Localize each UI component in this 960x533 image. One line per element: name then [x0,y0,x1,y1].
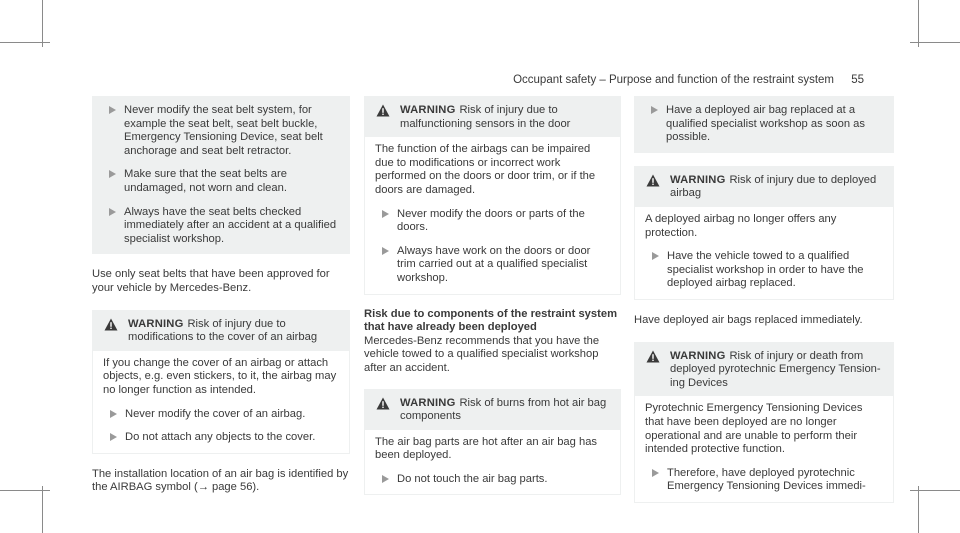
warning-label: WARNING [400,396,456,409]
arrow-bullet-icon [109,106,116,114]
arrow-bullet-icon [110,410,117,418]
body-paragraph: Mercedes-Benz recommends that you have the vehicle towed to a qualified specialist workshop after an accident. [364,334,600,374]
warning-description: If you change the cover of an airbag or attach objects, e.g. even stickers, to it, the airbag may no longer function as intended. [103,356,337,396]
crop-mark [42,486,43,533]
warning-triangle-icon [376,397,390,410]
list-item: Have the vehicle towed to a qualified specialist workshop in order to have the deployed airbag replaced. [645,250,883,291]
list-item: Therefore, have deployed pyrotechnic Emergency Tensioning Devices immedi- [645,467,883,494]
arrow-bullet-icon [382,210,389,218]
warning-headline: Risk of burns from hot air bag components [400,396,607,423]
warning-headline: Risk of injury due to modifications to the cover of an airbag [128,317,318,344]
warning-label: WARNING [400,104,456,116]
warning-headline: Risk of injury due to malfunctioning sensors in the door [400,104,571,130]
body-paragraph: The installation location of an air bag is identified by the AIRBAG symbol (→ page 56). [92,467,349,494]
crop-mark [42,0,43,47]
arrow-bullet-icon [382,475,389,483]
warning-triangle-icon [646,174,660,187]
warning-headline: Risk of injury due to deployed airbag [670,173,877,200]
list-item: Never modify the cover of an airbag. [103,408,339,422]
arrow-bullet-icon [110,433,117,441]
arrow-bullet-icon [109,170,116,178]
warning-box [92,310,350,454]
warning-headline: Risk of injury or death from deployed pyrotechnic Emergency Tension-ing Devices [670,349,881,389]
warning-description: The function of the airbags can be impaired due to modifications or incorrect work performed on the doors or door trim, or if the doors are damaged. [375,143,596,196]
crop-mark [910,490,960,491]
body-paragraph: Have deployed air bags replaced immediately. [634,313,863,326]
warning-label: WARNING [670,349,726,362]
warning-label: WARNING [670,173,726,186]
arrow-bullet-icon [652,469,659,477]
warning-description: The air bag parts are hot after an air bag has been deployed. [375,435,598,462]
header-title: Occupant safety – Purpose and function of the restraint system [513,74,834,86]
warning-box [634,342,894,503]
crop-mark [910,42,960,43]
warning-triangle-icon [646,350,660,363]
arrow-bullet-icon [651,106,658,114]
list-item: Have a deployed air bag replaced at a qualified specialist workshop as soon as possible. [644,104,884,145]
list-item: Do not attach any objects to the cover. [103,431,339,445]
warning-description: Pyrotechnic Emergency Tensioning Devices that have been deployed are no longer operational and are unable to perform their intended protective function. [645,402,863,456]
list-item: Do not touch the air bag parts. [375,473,610,487]
instruction-box [634,96,894,153]
warning-box [364,96,621,295]
list-item: Always have the seat belts checked immediately after an accident at a qualified specialist workshop. [102,206,340,247]
page-number: 55 [851,74,864,86]
crop-mark [0,490,50,491]
column-2 [364,96,621,495]
instruction-box [92,96,350,254]
warning-box [634,166,894,300]
warning-triangle-icon [104,318,118,331]
running-header [513,74,864,88]
warning-description: A deployed airbag no longer offers any protection. [645,212,837,239]
crop-mark [918,0,919,47]
arrow-bullet-icon [109,208,116,216]
arrow-bullet-icon [382,247,389,255]
arrow-bullet-icon [652,252,659,260]
warning-label: WARNING [128,317,184,330]
list-item: Always have work on the doors or door trim carried out at a qualified specialist workshop. [375,245,610,286]
crop-mark [918,486,919,533]
column-3 [634,96,894,503]
list-item: Never modify the seat belt system, for example the seat belt, seat belt buckle, Emergency Tensioning Device, seat belt anchorage and seat belt retractor. [102,104,340,158]
warning-triangle-icon [376,104,390,117]
crop-mark [0,42,50,43]
list-item: Never modify the doors or parts of the doors. [375,208,610,235]
section-heading: Risk due to components of the restraint system that have already been deployed [364,307,618,334]
warning-box [364,389,621,496]
body-paragraph: Use only seat belts that have been approved for your vehicle by Mercedes-Benz. [92,268,330,294]
column-1 [92,96,350,509]
list-item: Make sure that the seat belts are undamaged, not worn and clean. [102,168,340,195]
